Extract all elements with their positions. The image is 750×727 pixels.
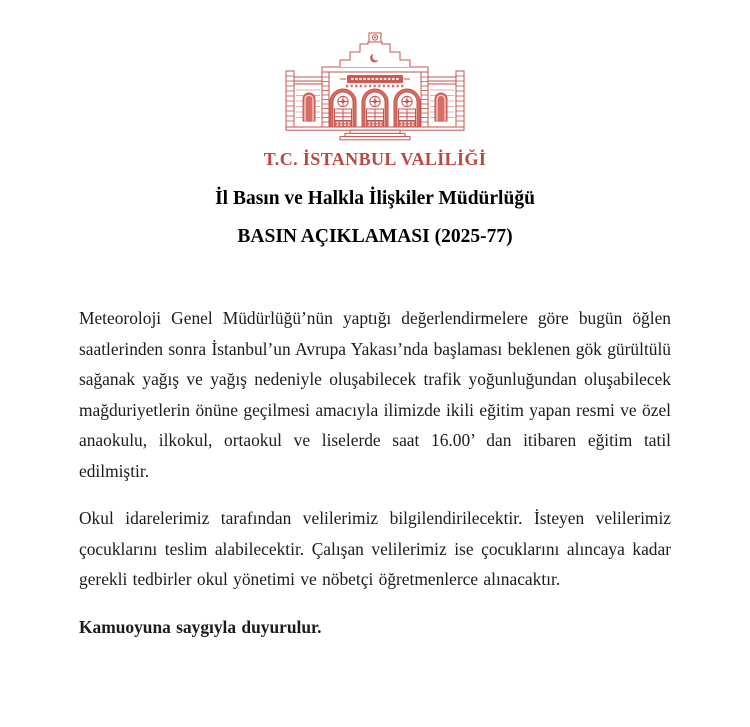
release-title: BASIN AÇIKLAMASI (2025-77) — [237, 226, 513, 247]
department-heading: İl Basın ve Halkla İlişkiler Müdürlüğü — [215, 188, 535, 209]
closing-statement: Kamuoyuna saygıyla duyurulur. — [79, 616, 322, 637]
document-header — [0, 0, 750, 249]
governorship-building-icon — [284, 31, 466, 141]
document-body — [79, 303, 671, 642]
istanbul-governorship-logo — [264, 31, 487, 170]
org-title: T.C. İSTANBUL VALİLİĞİ — [263, 149, 487, 169]
paragraph-2: Okul idarelerimiz tarafından velilerimiz bilgilendirilecektir. İsteyen velilerimiz çocuklarını teslim alabilecektir. Çalışan velilerimiz ise çocuklarını alıncaya kadar gerekli tedbirler okul yönetimi ve nöbetçi öğretmenlerce alınacaktır. — [79, 508, 671, 589]
paragraph-1: Meteoroloji Genel Müdürlüğü’nün yaptığı değerlendirmelere göre bugün öğlen saatlerinden sonra İstanbul’un Avrupa Yakası’nda başlaması beklenen gök gürültülü sağanak yağış ve yağış nedeniyle oluşabilecek trafik yoğunluğundan oluşabilecek mağduriyetlerin önüne geçilmesi amacıyla ilimizde ikili eğitim yapan resmi ve özel anaokulu, ilkokul, ortaokul ve liselerde saat 16.00’ dan itibaren eğitim tatil edilmiştir. — [79, 308, 671, 481]
